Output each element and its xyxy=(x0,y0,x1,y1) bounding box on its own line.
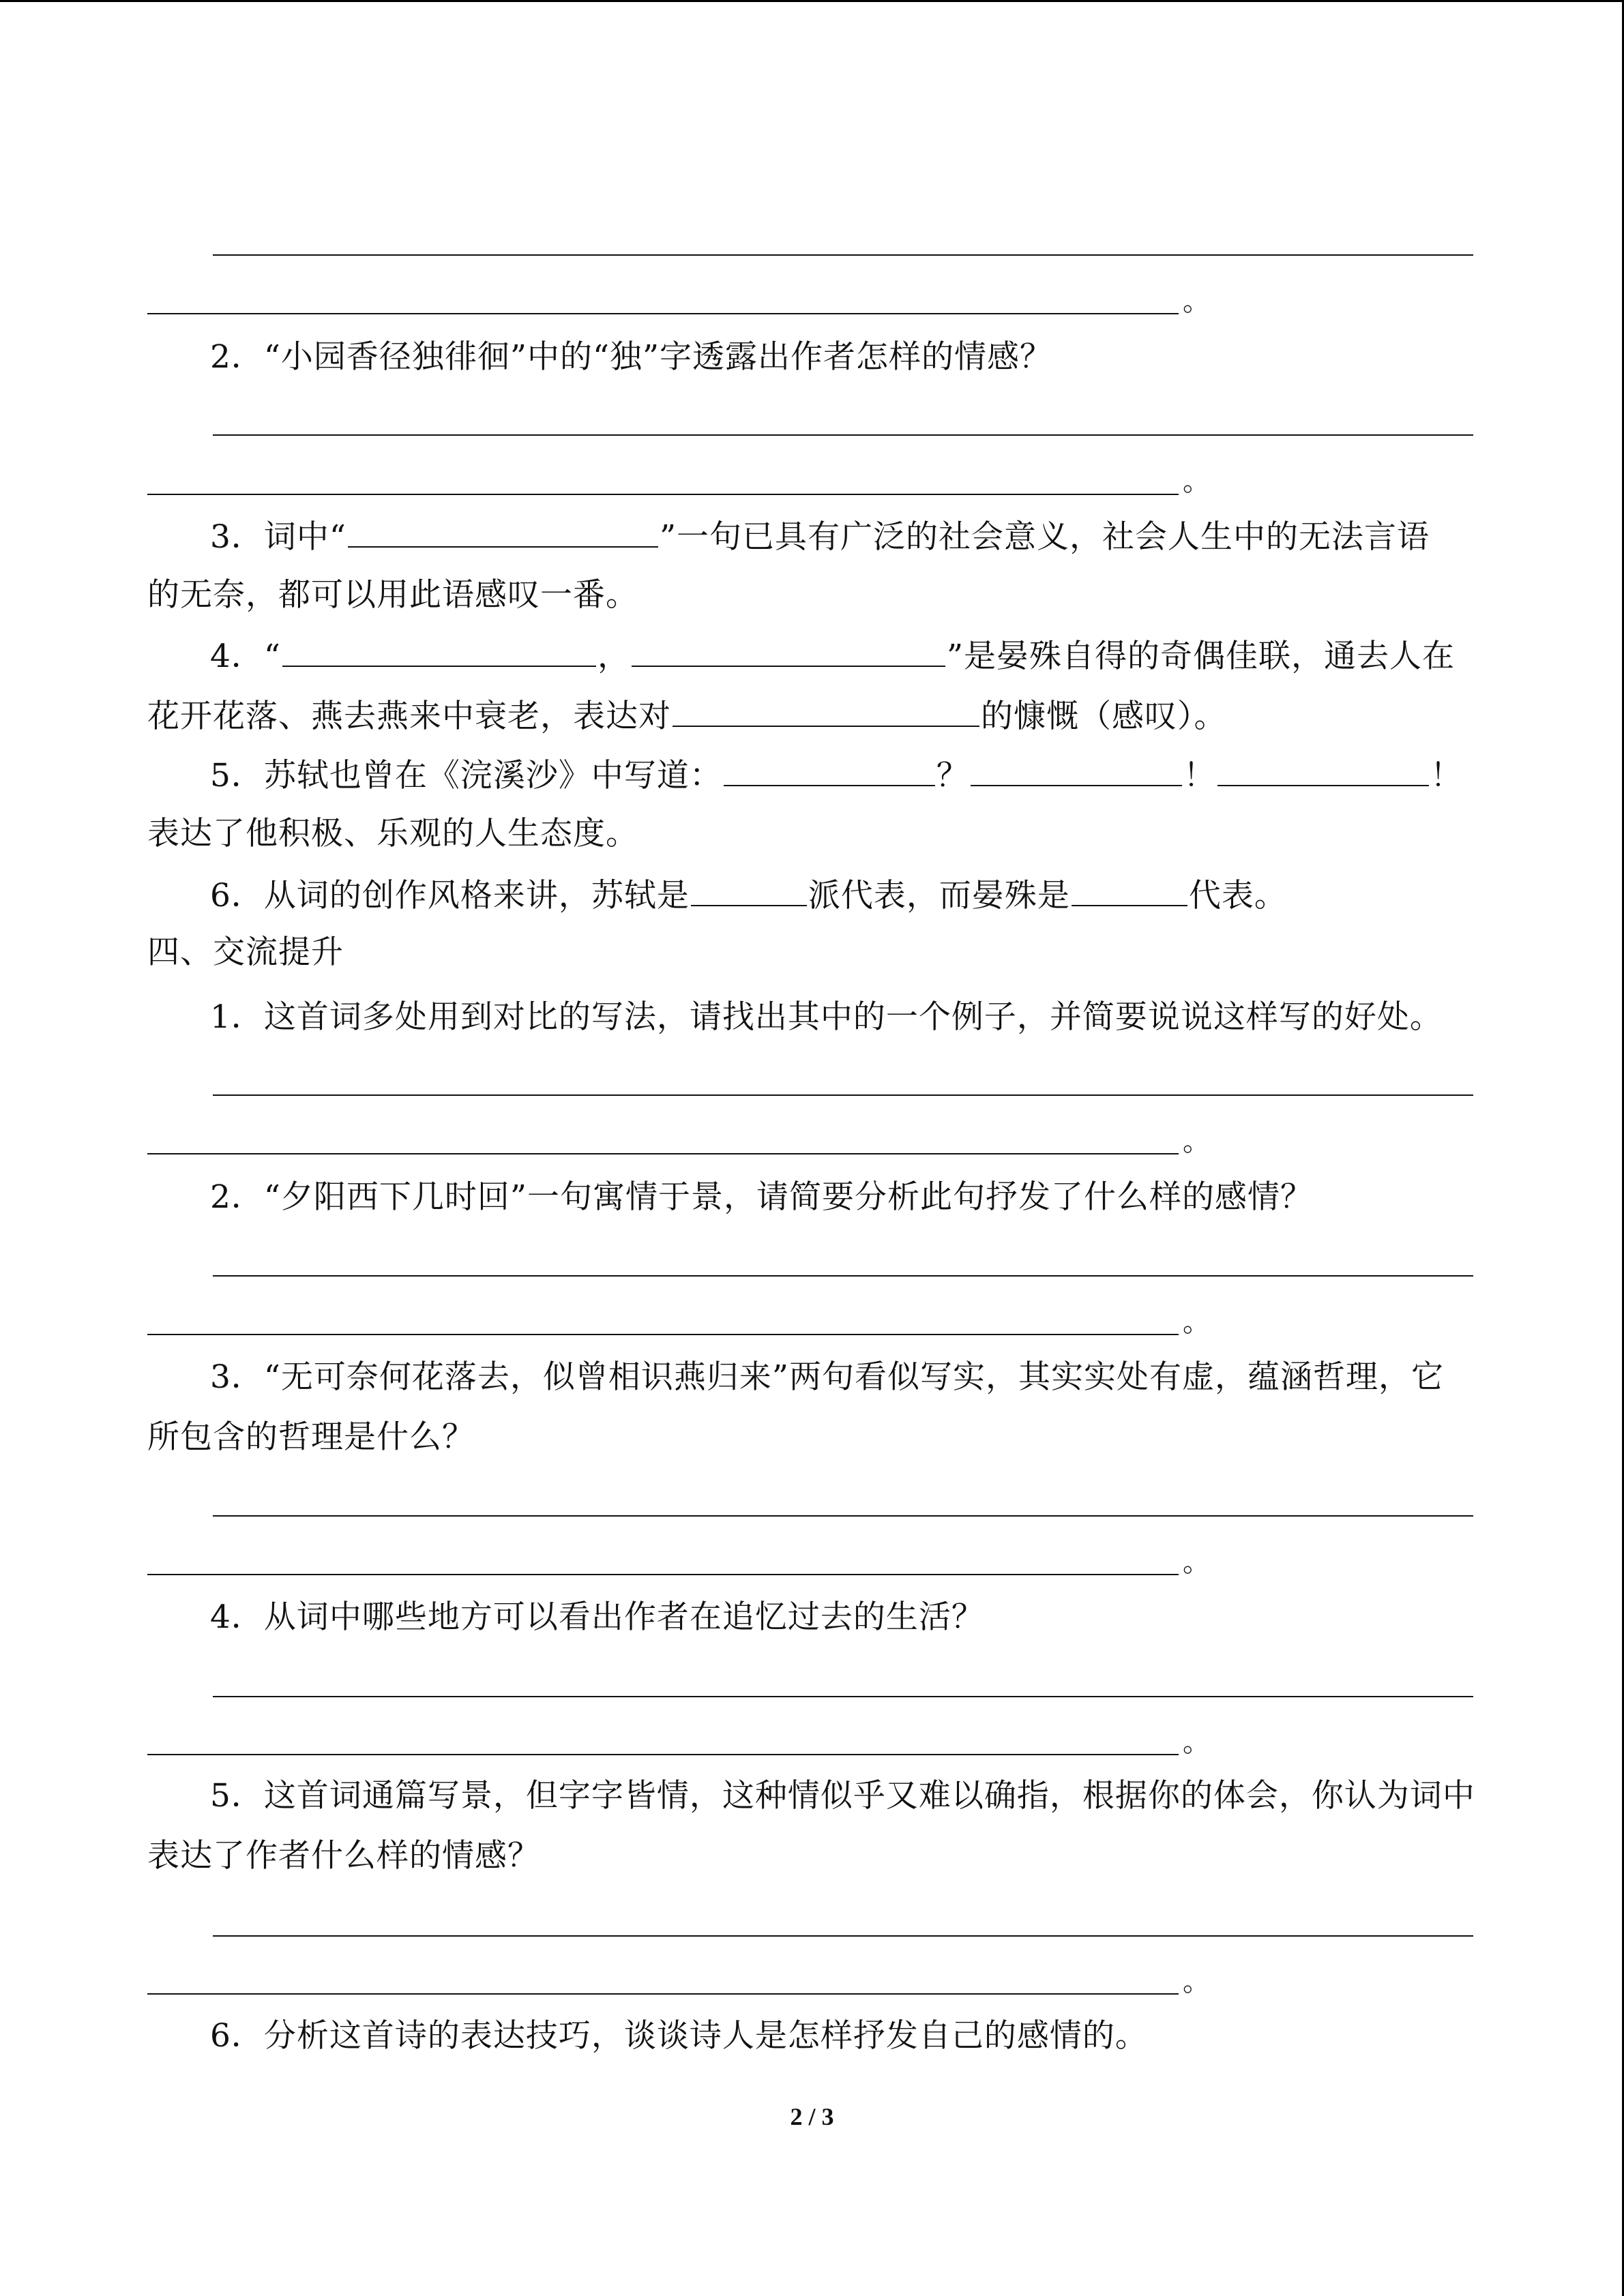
exclamation-mark: ！ xyxy=(1183,757,1216,794)
question-3-3 xyxy=(210,515,1430,558)
exclamation-mark: ！ xyxy=(1430,757,1463,794)
question-3-6-part-b: 派代表，而晏殊是 xyxy=(808,877,1070,914)
answer-end-mark: 。 xyxy=(1183,1727,1210,1758)
question-4-1: 1．这首词多处用到对比的写法，请找出其中的一个例子，并简要说说这样写的好处。 xyxy=(210,998,1443,1036)
answer-line[interactable] xyxy=(147,313,1179,314)
question-3-4 xyxy=(210,634,1455,677)
fill-blank[interactable] xyxy=(632,634,945,667)
fill-blank[interactable] xyxy=(282,634,596,667)
answer-line[interactable] xyxy=(147,1993,1179,1995)
question-4-3: 3．“无可奈何花落去，似曾相识燕归来”两句看似写实，其实实处有虚，蕴涵哲理，它 xyxy=(210,1358,1444,1396)
question-3-5-part-a: 5．苏轼也曾在《浣溪沙》中写道： xyxy=(210,757,722,794)
fill-blank[interactable] xyxy=(348,515,658,548)
question-3-3-cont: 的无奈，都可以用此语感叹一番。 xyxy=(147,576,638,614)
answer-line[interactable] xyxy=(213,1935,1473,1937)
question-3-4-part-d: 的慷慨（感叹）。 xyxy=(981,698,1227,735)
answer-line[interactable] xyxy=(213,434,1473,436)
answer-line[interactable] xyxy=(213,1275,1473,1277)
section-4-title: 四、交流提升 xyxy=(147,934,344,971)
question-4-4: 4．从词中哪些地方可以看出作者在追忆过去的生活？ xyxy=(210,1598,984,1636)
answer-line[interactable] xyxy=(147,1754,1179,1755)
fill-blank[interactable] xyxy=(1217,754,1429,786)
question-3-4-part-b: ”是晏殊自得的奇偶佳联，通去人在 xyxy=(946,638,1455,675)
fill-blank[interactable] xyxy=(673,694,979,727)
question-mark: ？ xyxy=(936,757,969,794)
question-3-5-cont: 表达了他积极、乐观的人生态度。 xyxy=(147,815,638,852)
question-3-2: 2．“小园香径独徘徊”中的“独”字透露出作者怎样的情感？ xyxy=(210,338,1053,376)
question-4-2: 2．“夕阳西下几时回”一句寓情于景，请简要分析此句抒发了什么样的感情？ xyxy=(210,1178,1313,1216)
answer-line[interactable] xyxy=(213,1094,1473,1096)
answer-line[interactable] xyxy=(147,494,1179,495)
answer-end-mark: 。 xyxy=(1183,1126,1210,1157)
fill-blank[interactable] xyxy=(724,754,935,786)
page-top-border xyxy=(0,0,1624,2)
answer-end-mark: 。 xyxy=(1183,1966,1210,1997)
answer-line[interactable] xyxy=(147,1334,1179,1335)
page-number: 2 / 3 xyxy=(790,2103,834,2130)
fill-blank[interactable] xyxy=(971,754,1182,786)
answer-line[interactable] xyxy=(213,1515,1473,1517)
question-4-6: 6．分析这首诗的表达技巧，谈谈诗人是怎样抒发自己的感情的。 xyxy=(210,2017,1148,2055)
question-3-4-part-a: 4．“ xyxy=(210,638,281,675)
question-3-6-part-a: 6．从词的创作风格来讲，苏轼是 xyxy=(210,877,690,914)
question-3-4-part-c: 花开花落、燕去燕来中衰老，表达对 xyxy=(147,698,671,735)
fill-blank[interactable] xyxy=(691,874,807,906)
answer-line[interactable] xyxy=(147,1574,1179,1575)
answer-end-mark: 。 xyxy=(1183,1547,1210,1578)
answer-end-mark: 。 xyxy=(1183,466,1210,497)
question-4-3-cont: 所包含的哲理是什么？ xyxy=(147,1418,475,1456)
question-3-6 xyxy=(210,874,1287,916)
answer-end-mark: 。 xyxy=(1183,1307,1210,1338)
question-3-6-part-c: 代表。 xyxy=(1188,877,1287,914)
question-4-5-cont: 表达了作者什么样的情感？ xyxy=(147,1837,540,1875)
answer-line[interactable] xyxy=(213,254,1473,256)
answer-end-mark: 。 xyxy=(1183,286,1210,317)
fill-blank[interactable] xyxy=(1072,874,1187,906)
question-3-5 xyxy=(210,754,1463,796)
answer-line[interactable] xyxy=(147,1153,1179,1154)
question-3-3-part-b: ”一句已具有广泛的社会意义，社会人生中的无法言语 xyxy=(659,518,1430,556)
question-3-3-part-a: 3．词中“ xyxy=(210,518,346,556)
question-4-5: 5．这首词通篇写景，但字字皆情，这种情似乎又难以确指，根据你的体会，你认为词中 xyxy=(210,1777,1475,1815)
question-3-4-sep: ， xyxy=(597,638,630,675)
question-3-4-cont xyxy=(147,694,1227,737)
answer-line[interactable] xyxy=(213,1696,1473,1697)
